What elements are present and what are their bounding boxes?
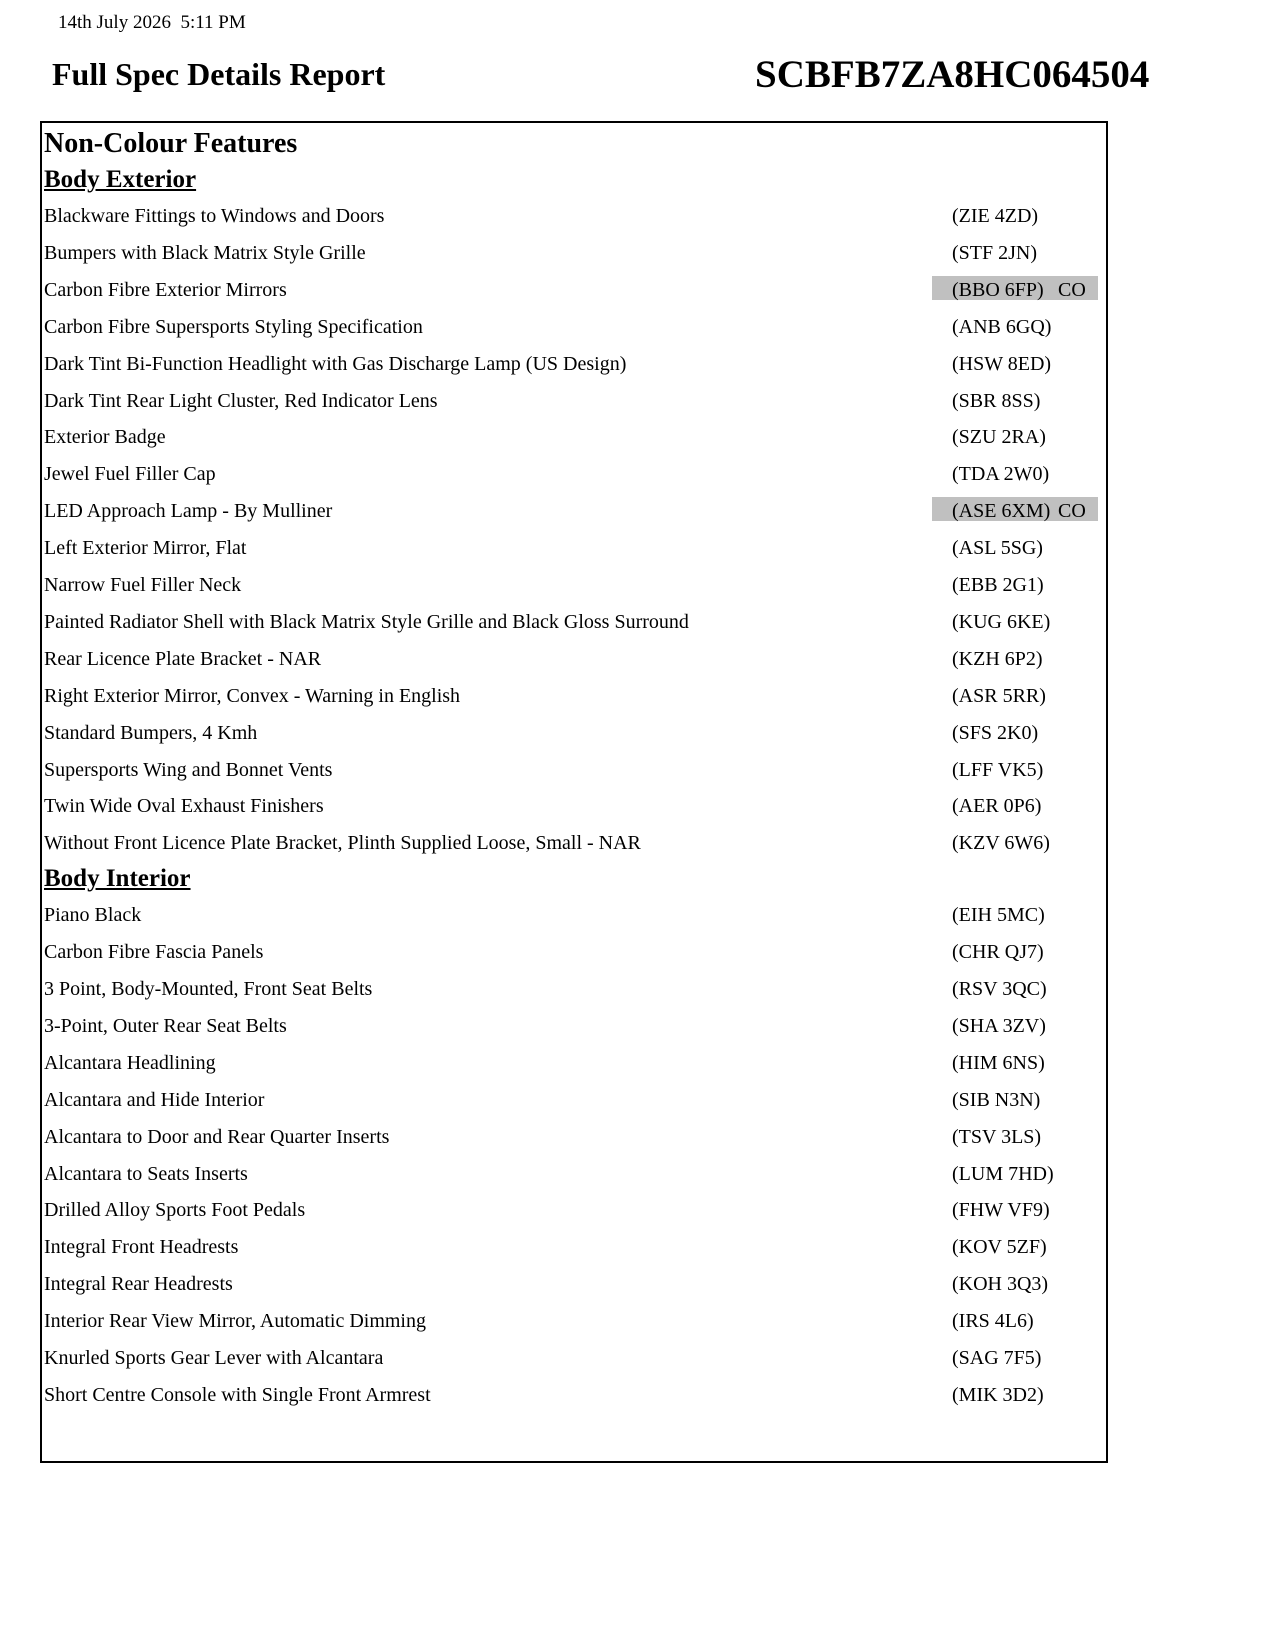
code-cell	[932, 975, 1098, 999]
report-timestamp: 14th July 2026 5:11 PM	[58, 12, 246, 33]
code-cell	[932, 645, 1098, 669]
feature-name: Drilled Alloy Sports Foot Pedals	[44, 1199, 306, 1222]
feature-code: (TDA 2W0)	[952, 463, 1050, 486]
feature-name: Right Exterior Mirror, Convex - Warning in English	[44, 684, 461, 707]
feature-name: Carbon Fibre Exterior Mirrors	[44, 278, 287, 301]
code-cell	[932, 1270, 1098, 1294]
code-cell	[932, 202, 1098, 226]
feature-name: LED Approach Lamp - By Mulliner	[44, 500, 333, 523]
feature-code: (SHA 3ZV)	[952, 1014, 1046, 1037]
code-cell	[932, 792, 1098, 816]
feature-flag: CO	[1058, 278, 1086, 301]
code-cell	[932, 571, 1098, 595]
feature-name: Integral Front Headrests	[44, 1236, 239, 1259]
feature-name: Alcantara to Door and Rear Quarter Inserts	[44, 1125, 390, 1148]
feature-name: Carbon Fibre Fascia Panels	[44, 941, 264, 964]
feature-row	[44, 387, 1106, 417]
vin-number: SCBFB7ZA8HC064504	[755, 53, 1150, 96]
feature-row	[44, 460, 1106, 490]
feature-code: (RSV 3QC)	[952, 978, 1047, 1000]
section-heading-body-interior: Body Interior	[44, 865, 191, 893]
feature-name: Left Exterior Mirror, Flat	[44, 537, 247, 560]
feature-name: Painted Radiator Shell with Black Matrix Style Grille and Black Gloss Surround	[44, 610, 689, 633]
feature-name: 3 Point, Body-Mounted, Front Seat Belts	[44, 978, 373, 1000]
code-cell	[932, 756, 1098, 780]
code-cell	[932, 460, 1098, 484]
feature-code: (CHR QJ7)	[952, 941, 1044, 964]
feature-code: (MIK 3D2)	[952, 1383, 1044, 1406]
feature-row	[44, 901, 1106, 931]
feature-row	[44, 1086, 1106, 1116]
feature-row	[44, 756, 1106, 786]
feature-row	[44, 534, 1106, 564]
feature-code: (SZU 2RA)	[952, 426, 1046, 449]
feature-name: Short Centre Console with Single Front Armrest	[44, 1383, 431, 1406]
code-cell	[932, 423, 1098, 447]
feature-code: (STF 2JN)	[952, 241, 1038, 264]
features-box	[40, 121, 1108, 1463]
code-cell	[932, 1196, 1098, 1220]
feature-row	[44, 829, 1106, 859]
feature-name: Alcantara to Seats Inserts	[44, 1162, 248, 1185]
feature-row	[44, 1344, 1106, 1374]
feature-code: (TSV 3LS)	[952, 1125, 1042, 1148]
highlighted-code-cell	[932, 497, 1098, 521]
feature-name: Standard Bumpers, 4 Kmh	[44, 721, 258, 744]
feature-name: Supersports Wing and Bonnet Vents	[44, 758, 333, 781]
feature-name: Rear Licence Plate Bracket - NAR	[44, 647, 322, 670]
feature-name: Exterior Badge	[44, 426, 166, 449]
code-cell	[932, 350, 1098, 374]
code-cell	[932, 239, 1098, 263]
feature-code: (KOH 3Q3)	[952, 1273, 1049, 1296]
feature-row	[44, 497, 1106, 527]
feature-code: (ASE 6XM)	[952, 500, 1051, 523]
feature-name: Without Front Licence Plate Bracket, Plinth Supplied Loose, Small - NAR	[44, 832, 641, 855]
feature-name: Carbon Fibre Supersports Styling Specification	[44, 315, 423, 338]
code-cell	[932, 387, 1098, 411]
feature-code: (FHW VF9)	[952, 1199, 1050, 1222]
feature-code: (HIM 6NS)	[952, 1051, 1045, 1074]
feature-code: (LFF VK5)	[952, 758, 1044, 781]
feature-name: Dark Tint Rear Light Cluster, Red Indicator Lens	[44, 389, 438, 412]
code-cell	[932, 1049, 1098, 1073]
feature-code: (ANB 6GQ)	[952, 315, 1052, 338]
feature-row	[44, 1049, 1106, 1079]
feature-name: Piano Black	[44, 904, 142, 927]
feature-name: Interior Rear View Mirror, Automatic Dimming	[44, 1310, 426, 1333]
feature-code: (ASR 5RR)	[952, 684, 1046, 707]
feature-code: (BBO 6FP)	[952, 278, 1044, 301]
code-cell	[932, 1381, 1098, 1405]
code-cell	[932, 682, 1098, 706]
highlighted-code-cell	[932, 276, 1098, 300]
feature-row	[44, 313, 1106, 343]
feature-code: (LUM 7HD)	[952, 1162, 1054, 1185]
feature-name: 3-Point, Outer Rear Seat Belts	[44, 1014, 287, 1037]
feature-row	[44, 571, 1106, 601]
feature-row	[44, 1160, 1106, 1190]
feature-row	[44, 1270, 1106, 1300]
feature-code: (KUG 6KE)	[952, 610, 1051, 633]
code-cell	[932, 719, 1098, 743]
feature-name: Bumpers with Black Matrix Style Grille	[44, 241, 366, 264]
feature-code: (SAG 7F5)	[952, 1347, 1042, 1369]
feature-row	[44, 350, 1106, 380]
code-cell	[932, 1160, 1098, 1184]
feature-flag: CO	[1058, 500, 1086, 523]
code-cell	[932, 608, 1098, 632]
feature-code: (EBB 2G1)	[952, 574, 1044, 596]
code-cell	[932, 1307, 1098, 1331]
report-title: Full Spec Details Report	[52, 56, 386, 92]
feature-row	[44, 975, 1106, 1005]
feature-name: Knurled Sports Gear Lever with Alcantara	[44, 1347, 384, 1369]
feature-code: (EIH 5MC)	[952, 904, 1045, 927]
feature-code: (SIB N3N)	[952, 1088, 1041, 1111]
code-cell	[932, 534, 1098, 558]
feature-row	[44, 1381, 1106, 1411]
code-cell	[932, 1086, 1098, 1110]
code-cell	[932, 1344, 1098, 1368]
code-cell	[932, 1012, 1098, 1036]
code-cell	[932, 938, 1098, 962]
feature-code: (AER 0P6)	[952, 795, 1042, 818]
feature-row	[44, 1307, 1106, 1337]
feature-name: Alcantara and Hide Interior	[44, 1088, 265, 1111]
box-heading: Non-Colour Features	[44, 128, 298, 159]
code-cell	[932, 901, 1098, 925]
feature-code: (KZH 6P2)	[952, 647, 1043, 670]
section-heading-body-exterior: Body Exterior	[44, 166, 197, 193]
code-cell	[932, 829, 1098, 853]
feature-name: Blackware Fittings to Windows and Doors	[44, 205, 385, 227]
feature-name: Jewel Fuel Filler Cap	[44, 463, 216, 486]
feature-row	[44, 1123, 1106, 1153]
feature-row	[44, 608, 1106, 638]
feature-row	[44, 202, 1106, 232]
feature-code: (SFS 2K0)	[952, 721, 1039, 744]
feature-row	[44, 239, 1106, 269]
feature-row	[44, 792, 1106, 822]
feature-row	[44, 682, 1106, 712]
feature-name: Integral Rear Headrests	[44, 1273, 233, 1296]
feature-code: (KZV 6W6)	[952, 832, 1050, 855]
feature-code: (HSW 8ED)	[952, 352, 1052, 375]
feature-code: (KOV 5ZF)	[952, 1236, 1047, 1259]
feature-row	[44, 423, 1106, 453]
code-cell	[932, 313, 1098, 337]
feature-row	[44, 1233, 1106, 1263]
feature-row	[44, 276, 1106, 306]
feature-name: Dark Tint Bi-Function Headlight with Gas Discharge Lamp (US Design)	[44, 352, 627, 375]
feature-name: Twin Wide Oval Exhaust Finishers	[44, 795, 324, 818]
feature-row	[44, 645, 1106, 675]
feature-code: (IRS 4L6)	[952, 1310, 1034, 1333]
feature-row	[44, 1196, 1106, 1226]
code-cell	[932, 1123, 1098, 1147]
feature-row	[44, 938, 1106, 968]
feature-row	[44, 719, 1106, 749]
feature-code: (ZIE 4ZD)	[952, 205, 1039, 227]
code-cell	[932, 1233, 1098, 1257]
feature-code: (ASL 5SG)	[952, 537, 1043, 560]
feature-name: Alcantara Headlining	[44, 1051, 216, 1074]
feature-row	[44, 1012, 1106, 1042]
feature-name: Narrow Fuel Filler Neck	[44, 574, 242, 596]
feature-code: (SBR 8SS)	[952, 389, 1041, 412]
